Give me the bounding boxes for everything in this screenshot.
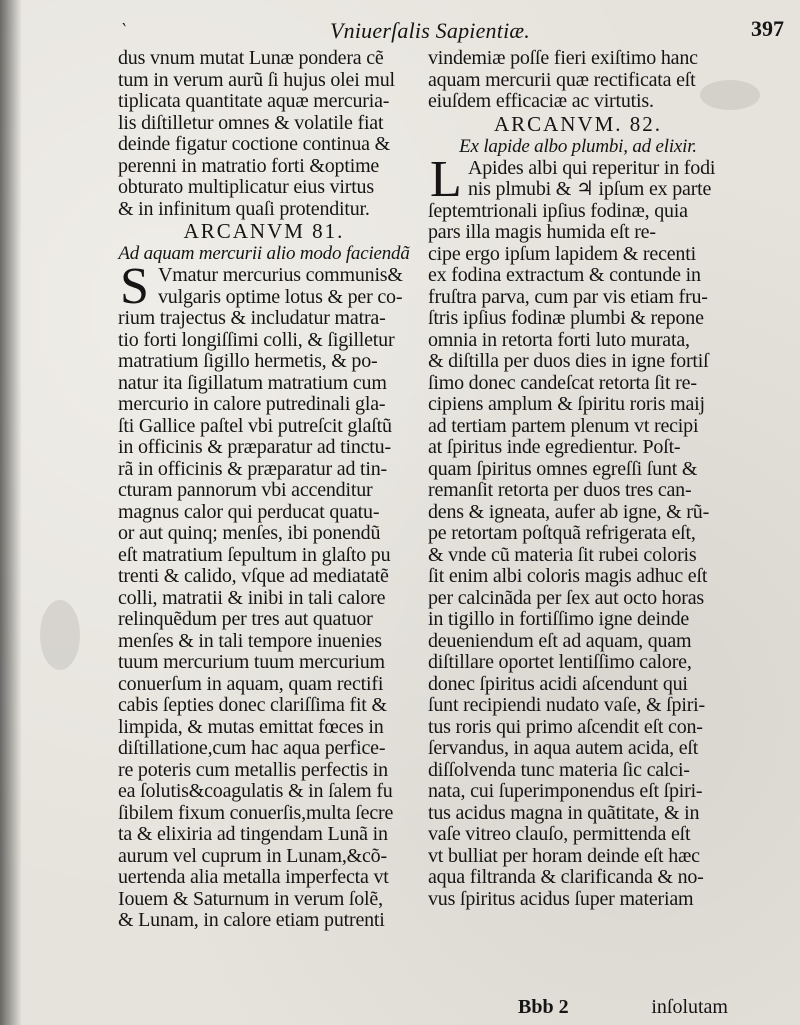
text-line: & diſtilla per duos dies in igne fortiſ [428,351,709,372]
text-line: perenni in matratio forti &optime [118,155,380,177]
text-line: conuerſum in aquam, quam rectifi [118,673,384,695]
text-line: tus acidus magna in quãtitate, & in [428,802,700,824]
text-line: ſit enim albi coloris magis adhuc eſt [428,566,708,587]
text-line: cipe ergo ipſum lapidem & recenti [428,243,696,265]
text-line: diſtillare oportet lentiſſimo calore, [428,652,692,673]
text-line: aurum vel cuprum in Lunam,&cõ- [118,845,387,867]
text-line: tuum mercurium tuum mercurium [118,652,385,673]
left-column-body-text [118,308,410,932]
text-line: or aut quinq; menſes, ibi ponendũ [118,523,381,544]
text-line: quam ſpiritus omnes egreſſi ſunt & [428,458,698,480]
text-line: cabis ſepties donec clariſſima fit & [118,695,387,716]
text-line: deinde figatur coctione continua & [118,134,390,155]
text-line: tus roris qui primo aſcendit eſt con- [428,716,703,738]
text-line: in tigillo in fortiſſimo igne deinde [428,609,690,630]
text-line: cturam pannorum vbi accenditur [118,480,373,501]
text-line: fruſtra parva, cum par vis etiam fru- [428,286,708,308]
text-line: rã in officinis & præparatur ad tin- [118,458,388,480]
text-line: aqua filtranda & clarificanda & no- [428,867,704,888]
text-line: ex fodina extractum & contunde in [428,265,701,286]
text-line: ſervandus, in aqua autem acida, eſt [428,738,699,759]
text-line: omnia in retorta forti luto murata, [428,329,690,351]
binding-shadow [0,0,22,1025]
header-mark: ‵ [122,20,127,40]
text-line: uertenda alia metalla imperfecta vt [118,867,389,888]
section-subheading: Ex lapide albo plumbi, ad elixir. [459,135,697,157]
text-line: menſes & in tali tempore inuenies [118,630,382,652]
text-line: & vnde cũ materia ſit rubei coloris [428,544,697,566]
dropcap-paragraph [428,150,728,208]
text-line: nata, cui ſuperimponendus eſt ſpiri- [428,781,703,802]
text-line: vaſe vitreo clauſo, permittenda eſt [428,824,691,845]
text-line: colli, matratii & inibi in tali calore [118,587,386,609]
text-line: deueniendum eſt ad aquam, quam [428,630,692,652]
text-line: at ſpiritus inde egredientur. Poſt- [428,437,681,458]
text-line: nis plmubi & ♃ ipſum ex parte [468,179,712,200]
dropcap-letter: L [430,150,462,208]
catchword: inſolutam [651,996,728,1018]
text-line: rium trajectus & includatur matra- [118,308,386,329]
text-line: vindemiæ poſſe fieri exiſtimo hanc [428,48,698,69]
section-heading: ARCANVM 81. [183,219,345,243]
text-line: in officinis & præparatur ad tinctu- [118,437,391,458]
text-line: & Lunam, in calore etiam putrenti [118,910,385,931]
dropcap-letter: S [120,258,149,315]
text-line: eiuſdem efficaciæ ac virtutis. [428,91,654,112]
text-line: ſti Gallice paſtel vbi putreſcit glaſtũ [118,415,392,437]
text-line: ſibilem fixum conuerſis,multa ſecre [118,802,394,824]
right-column-body-text [428,201,728,911]
text-line: Vmatur mercurius communis& [158,265,403,286]
text-line: ſimo donec candeſcat retorta ſit re- [428,372,697,394]
text-line: matratium ſigillo hermetis, & po- [118,351,378,372]
text-line: magnus calor qui perducat quatu- [118,501,380,523]
text-line: pe retortam poſtquã refrigerata eſt, [428,523,696,544]
page-number: 397 [751,16,784,41]
text-line: vulgaris optime lotus & per co- [158,286,403,308]
left-column [118,48,410,932]
dropcap-lines [428,150,728,208]
text-line: dens & igneata, aufer ab igne, & rũ- [428,501,710,523]
text-line: Iouem & Saturnum in verum ſolẽ, [118,888,383,910]
text-line: ſeptemtrionali ipſius fodinæ, quia [428,200,688,222]
dropcap-lines [118,258,410,315]
text-line: ta & elixiria ad tingendam Lunã in [118,824,388,845]
text-line: mercurio in calore putredinali gla- [118,394,386,415]
text-line: tum in verum aurũ ſi hujus olei mul [118,69,395,91]
section-subheading: Ad aquam mercurii alio modo faciendã [118,243,410,264]
text-line: & in infinitum quaſi protenditur. [118,198,370,220]
text-line: aquam mercurii quæ rectificata eſt [428,69,696,91]
text-line: re poteris cum metallis perfectis in [118,759,388,781]
text-line: lis diſtilletur omnes & volatile fiat [118,112,384,134]
signature-mark: Bbb 2 [518,996,569,1018]
text-line: Apides albi qui reperitur in fodi [468,157,716,179]
section-heading: ARCANVM. 82. [493,111,663,136]
page-header [0,14,800,48]
text-line: relinquẽdum per tres aut quatuor [118,609,373,630]
text-line: tio forti longiſſimi colli, & ſigilletur [118,329,395,351]
text-line: ea ſolutis&coagulatis & in ſalem fu [118,781,393,802]
text-line: cipiens amplum & ſpiritu roris maij [428,394,705,415]
dropcap-paragraph [118,258,410,315]
page-footer [428,996,728,1020]
right-column [428,48,728,910]
text-line: natur ita ſigillatum matratium cum [118,372,387,394]
text-line: trenti & calido, vſque ad mediatatẽ [118,566,389,587]
running-title: Vniuerſalis Sapientiæ. [330,18,530,43]
text-line: pars illa magis humida eſt re- [428,222,656,243]
right-column-top-text [428,48,728,113]
text-line: ſtris ipſius fodinæ plumbi & repone [428,308,704,329]
left-column-top-text [118,48,410,220]
text-line: ſunt recipiendi nudato vaſe, & ſpiri- [428,695,705,716]
text-line: remanſit retorta per duos tres can- [428,480,692,501]
text-line: diſſolvenda tunc materia ſic calci- [428,759,690,781]
text-line: donec ſpiritus acidi aſcendunt qui [428,673,688,695]
text-line: limpida, & mutas emittat fœces in [118,716,384,738]
text-line: per calcinãda per ſex aut octo horas [428,587,704,609]
paper-stain [40,600,80,670]
text-line: vus ſpiritus acidus ſuper materiam [428,888,694,910]
text-line: obturato multiplicatur eius virtus [118,177,374,198]
text-line: ad tertiam partem plenum vt recipi [428,415,699,437]
text-line: dus vnum mutat Lunæ pondera cẽ [118,48,384,69]
text-line: eſt matratium ſepultum in glaſto pu [118,544,391,566]
text-line: diſtillatione,cum hac aqua perfice- [118,738,386,759]
text-line: vt bulliat per horam deinde eſt hæc [428,845,700,867]
text-line: tiplicata quantitate aquæ mercuria- [118,91,390,112]
